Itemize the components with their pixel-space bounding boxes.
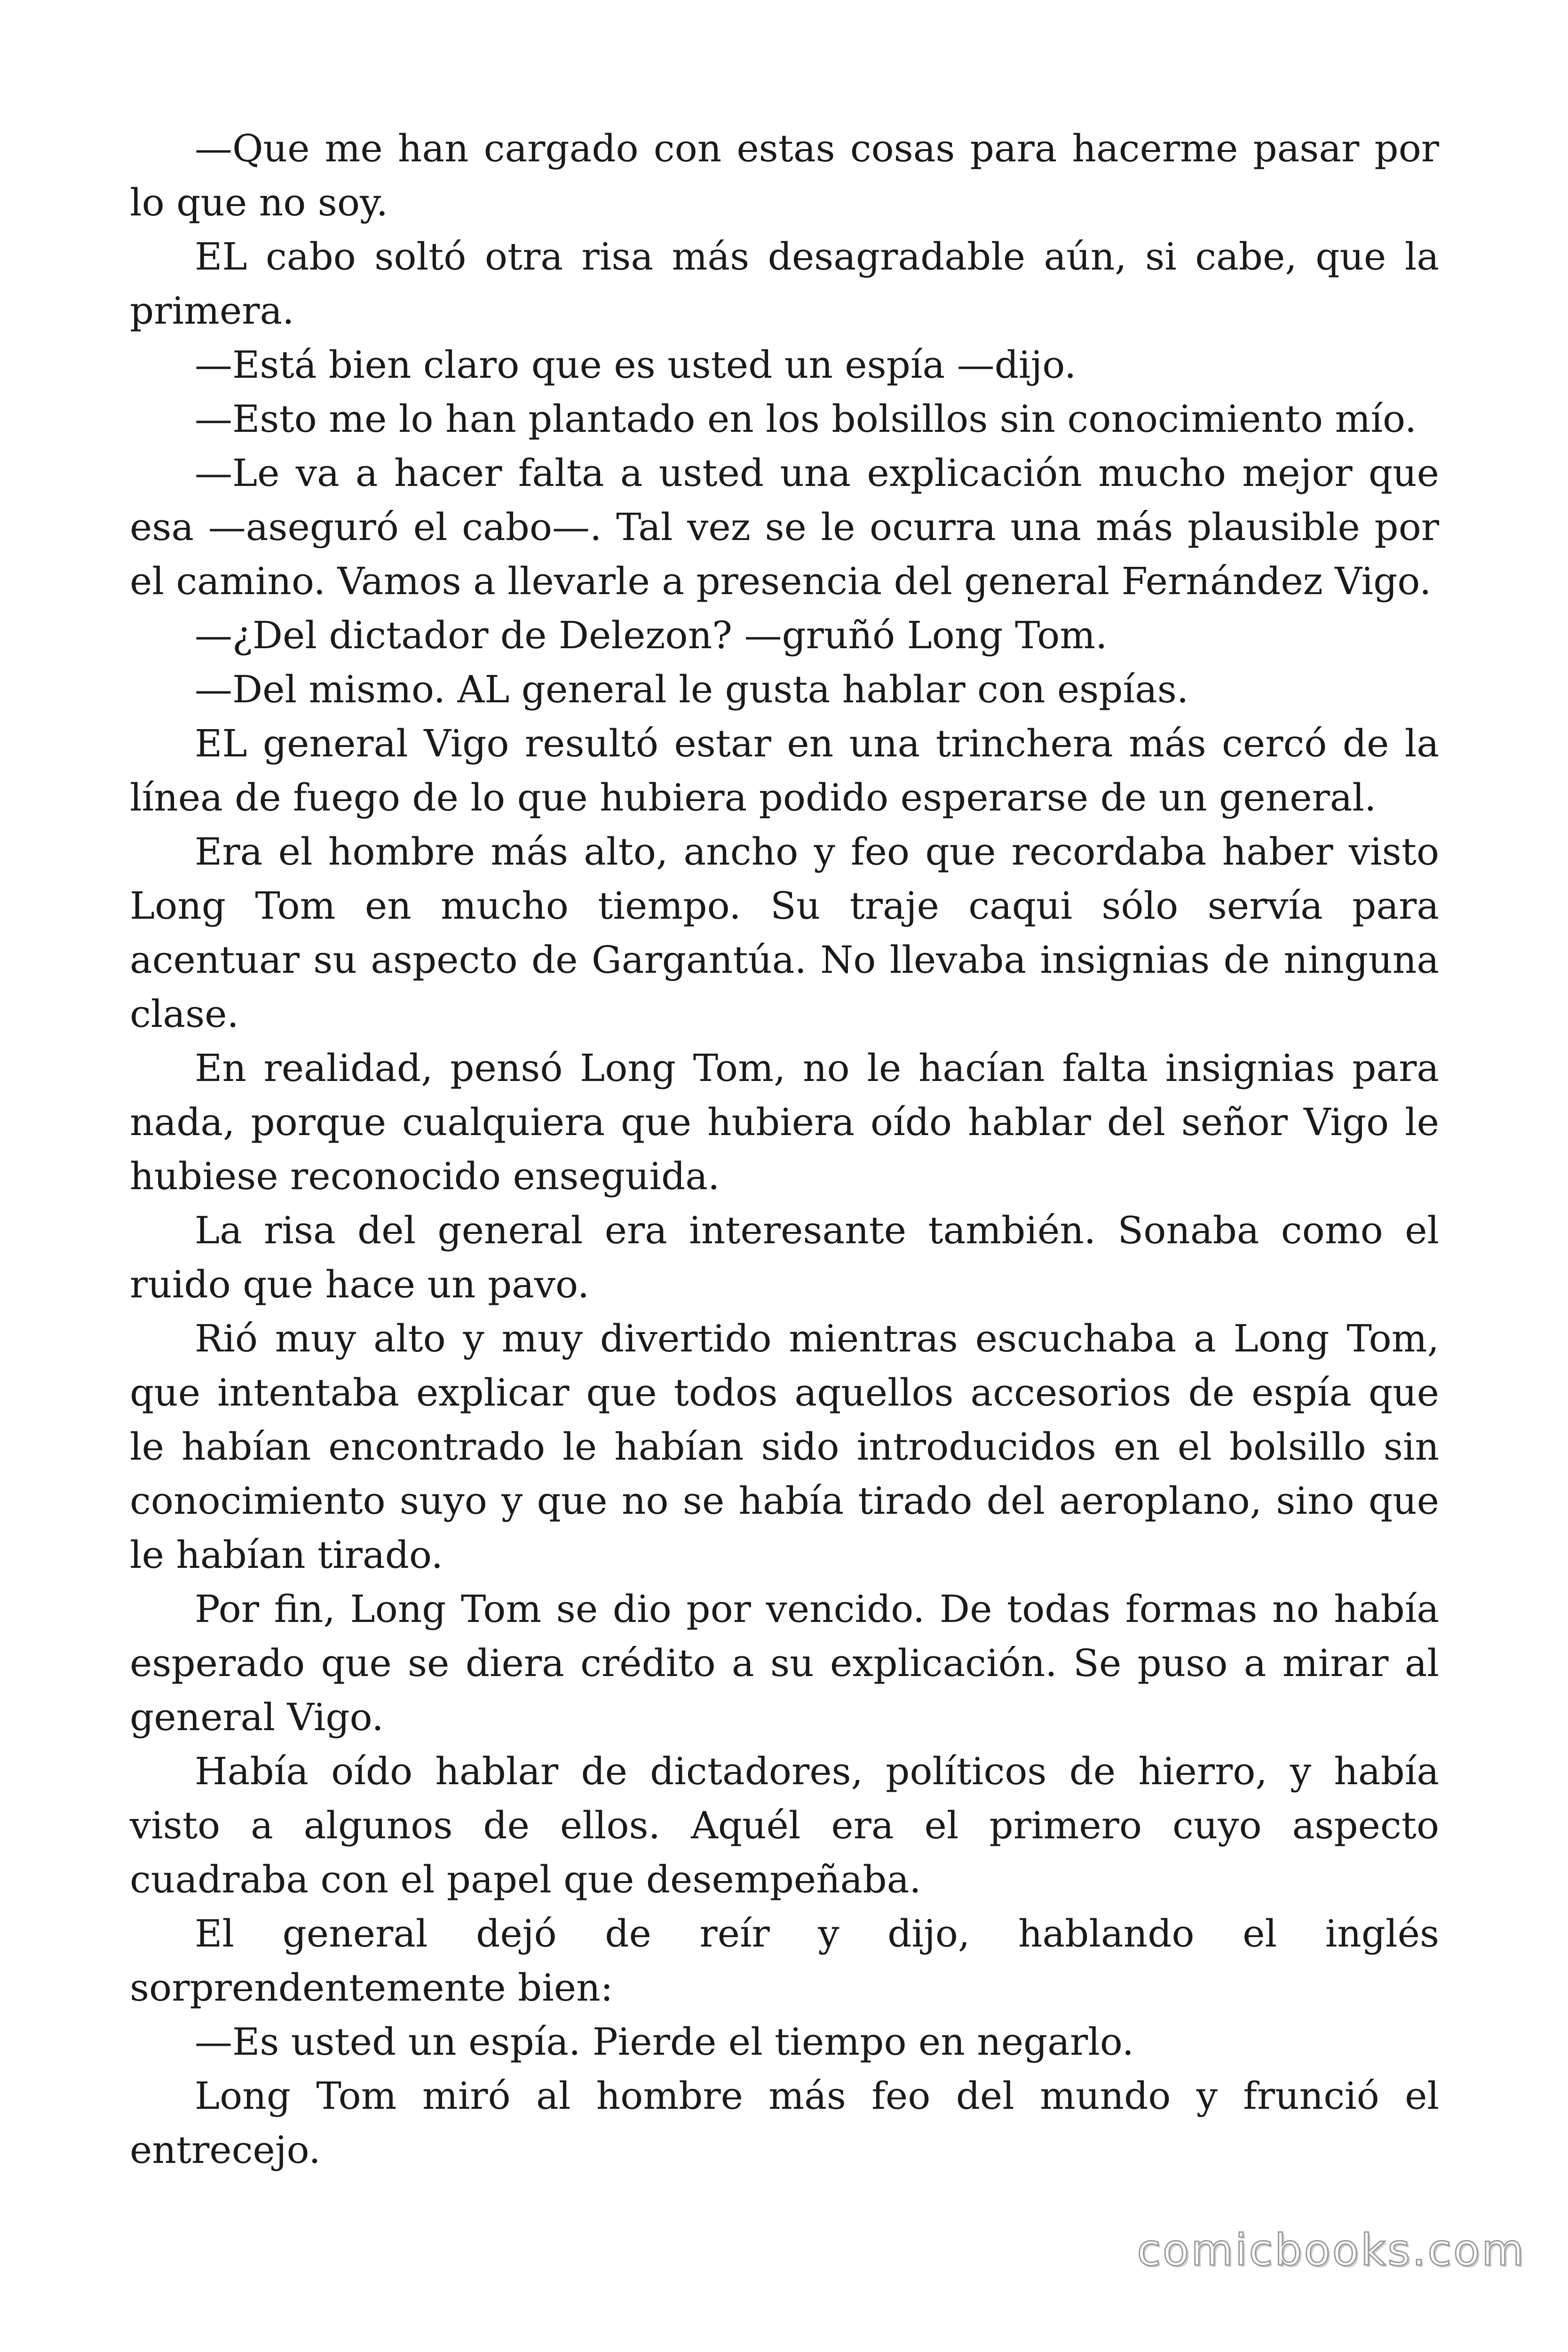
paragraph: La risa del general era interesante también. Sonaba como el ruido que hace un pavo. xyxy=(130,1208,1439,1306)
paragraph: —Del mismo. AL general le gusta hablar con espías. xyxy=(195,667,1189,711)
paragraph: El general dejó de reír y dijo, hablando el inglés sorprendentemente bien: xyxy=(130,1912,1439,2010)
paragraph: —Le va a hacer falta a usted una explicación mucho mejor que esa —aseguró el cabo—. Tal vez se le ocurra una más plausible por el camino. Vamos a llevarle a presencia del general Fernández Vigo. xyxy=(130,451,1439,603)
paragraph: —Que me han cargado con estas cosas para hacerme pasar por lo que no soy. xyxy=(130,127,1439,224)
page-body xyxy=(130,121,1439,2177)
paragraph: EL general Vigo resultó estar en una trinchera más cercó de la línea de fuego de lo que hubiera podido esperarse de un general. xyxy=(130,722,1439,819)
paragraph: Long Tom miró al hombre más feo del mundo y frunció el entrecejo. xyxy=(130,2074,1439,2172)
paragraph: EL cabo soltó otra risa más desagradable aún, si cabe, que la primera. xyxy=(130,235,1439,333)
paragraph: En realidad, pensó Long Tom, no le hacían falta insignias para nada, porque cualquiera que hubiera oído hablar del señor Vigo le hubiese reconocido enseguida. xyxy=(130,1046,1439,1198)
paragraph: Había oído hablar de dictadores, políticos de hierro, y había visto a algunos de ellos. Aquél era el primero cuyo aspecto cuadraba con el papel que desempeñaba. xyxy=(130,1749,1439,1901)
paragraph: —Esto me lo han plantado en los bolsillos sin conocimiento mío. xyxy=(195,397,1417,441)
paragraph: Era el hombre más alto, ancho y feo que recordaba haber visto Long Tom en mucho tiempo. Su traje caqui sólo servía para acentuar su aspecto de Gargantúa. No llevaba insignias de ninguna clase. xyxy=(130,830,1439,1036)
paragraph: Rió muy alto y muy divertido mientras escuchaba a Long Tom, que intentaba explicar que todos aquellos accesorios de espía que le habían encontrado le habían sido introducidos en el bolsillo sin conocimiento suyo y que no se había tirado del aeroplano, sino que le habían tirado. xyxy=(130,1317,1439,1577)
watermark: comicbooks.com xyxy=(1137,2225,1526,2275)
paragraph: —Está bien claro que es usted un espía —dijo. xyxy=(195,343,1077,387)
paragraph: —¿Del dictador de Delezon? —gruñó Long Tom. xyxy=(195,613,1108,657)
paragraph: —Es usted un espía. Pierde el tiempo en negarlo. xyxy=(195,2020,1134,2064)
paragraph: Por fin, Long Tom se dio por vencido. De todas formas no había esperado que se diera crédito a su explicación. Se puso a mirar al general Vigo. xyxy=(130,1587,1439,1739)
